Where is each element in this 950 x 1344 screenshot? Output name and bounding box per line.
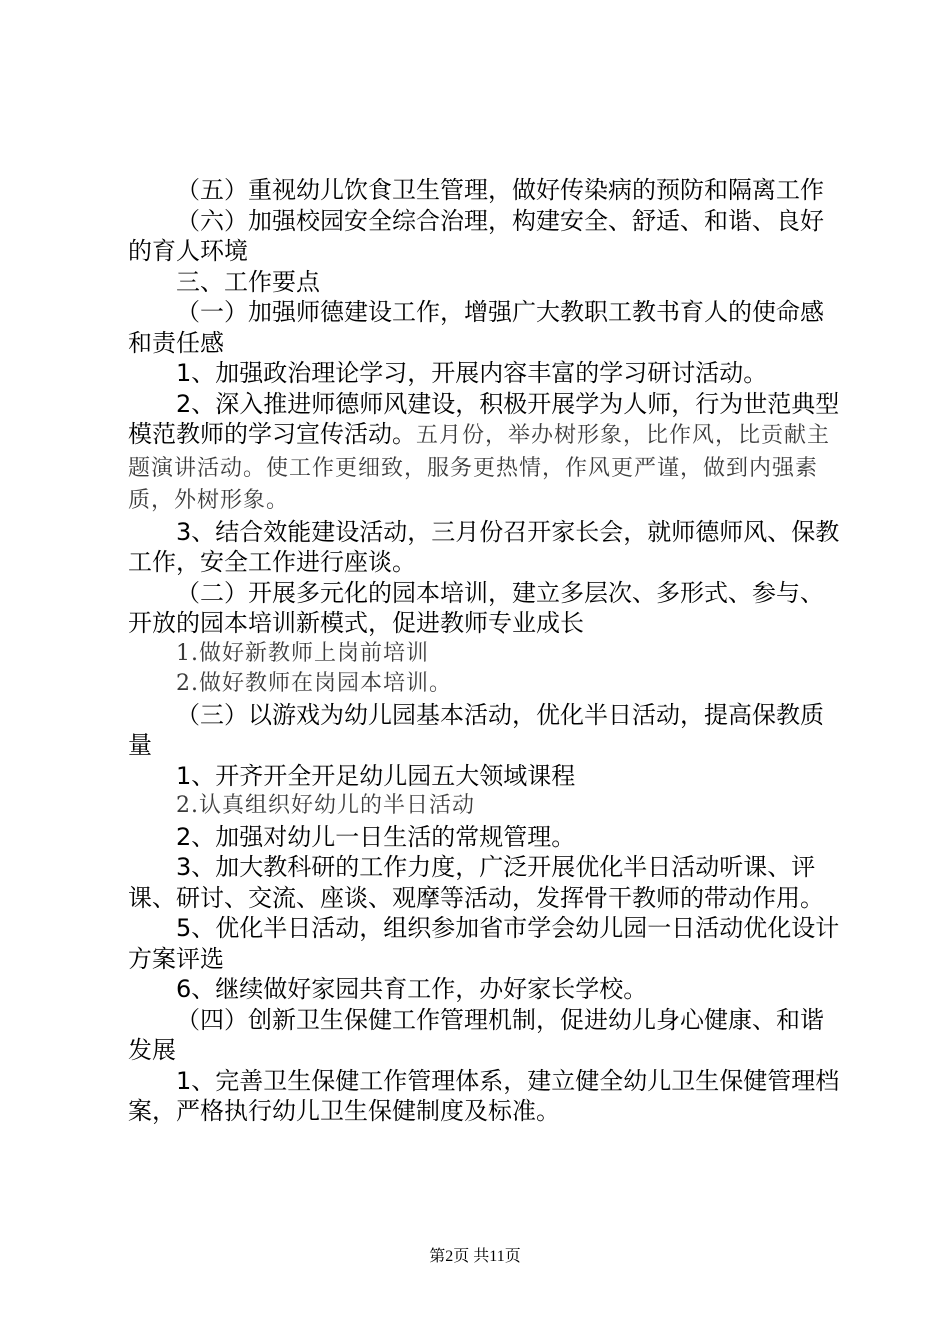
list-item: 1.做好新教师上岗前培训 xyxy=(176,640,429,666)
page-number-footer: 第2页 共11页 xyxy=(429,1248,521,1265)
paragraph-5: （五）重视幼儿饮食卫生管理，做好传染病的预防和隔离工作 xyxy=(176,176,824,204)
list-item: 1、完善卫生保健工作管理体系，建立健全幼儿卫生保健管理档案，严格执行幼儿卫生保健制度及标准。 xyxy=(128,1066,840,1125)
list-item-continuation: 五月份，举办树形象，比作风，比贡献主题演讲活动。使工作更细致，服务更热情，作风更严谨，做到内强素质，外树形象。 xyxy=(128,423,831,513)
subsection-heading-3: （三）以游戏为幼儿园基本活动，优化半日活动，提高保教质量 xyxy=(128,700,824,759)
list-item: 1、加强政治理论学习，开展内容丰富的学习研讨活动。 xyxy=(176,359,768,387)
list-item: 2、加强对幼儿一日生活的常规管理。 xyxy=(176,822,576,851)
list-item: 3、结合效能建设活动，三月份召开家长会，就师德师风、保教工作，安全工作进行座谈。 xyxy=(128,517,840,576)
list-item: 6、继续做好家园共育工作，办好家长学校。 xyxy=(176,975,648,1003)
list-item-text: 2、深入推进师德师风建设，积极开展学为人师，行为世范典型模范教师的学习宣传活动。 xyxy=(128,389,840,448)
list-item: 2.认真组织好幼儿的半日活动 xyxy=(176,793,475,818)
paragraph-6: （六）加强校园安全综合治理，构建安全、舒适、和谐、良好的育人环境 xyxy=(128,206,824,265)
subsection-heading-2: （二）开展多元化的园本培训，建立多层次、多形式、参与、开放的园本培训新模式，促进教师专业成长 xyxy=(128,578,824,637)
subsection-heading-4: （四）创新卫生保健工作管理机制，促进幼儿身心健康、和谐发展 xyxy=(128,1005,824,1064)
subsection-heading-1: （一）加强师德建设工作，增强广大教职工教书育人的使命感和责任感 xyxy=(128,298,824,357)
list-item xyxy=(128,389,840,517)
list-item: 1、开齐开全开足幼儿园五大领域课程 xyxy=(176,761,576,790)
list-item: 5、优化半日活动，组织参加省市学会幼儿园一日活动优化设计方案评选 xyxy=(128,914,840,973)
section-heading-work-points: 三、工作要点 xyxy=(176,267,320,296)
list-item: 2.做好教师在岗园本培训。 xyxy=(176,671,452,696)
document-body xyxy=(128,175,840,1127)
list-item: 3、加大教科研的工作力度，广泛开展优化半日活动听课、评课、研讨、交流、座谈、观摩等活动，发挥骨干教师的带动作用。 xyxy=(128,853,824,912)
